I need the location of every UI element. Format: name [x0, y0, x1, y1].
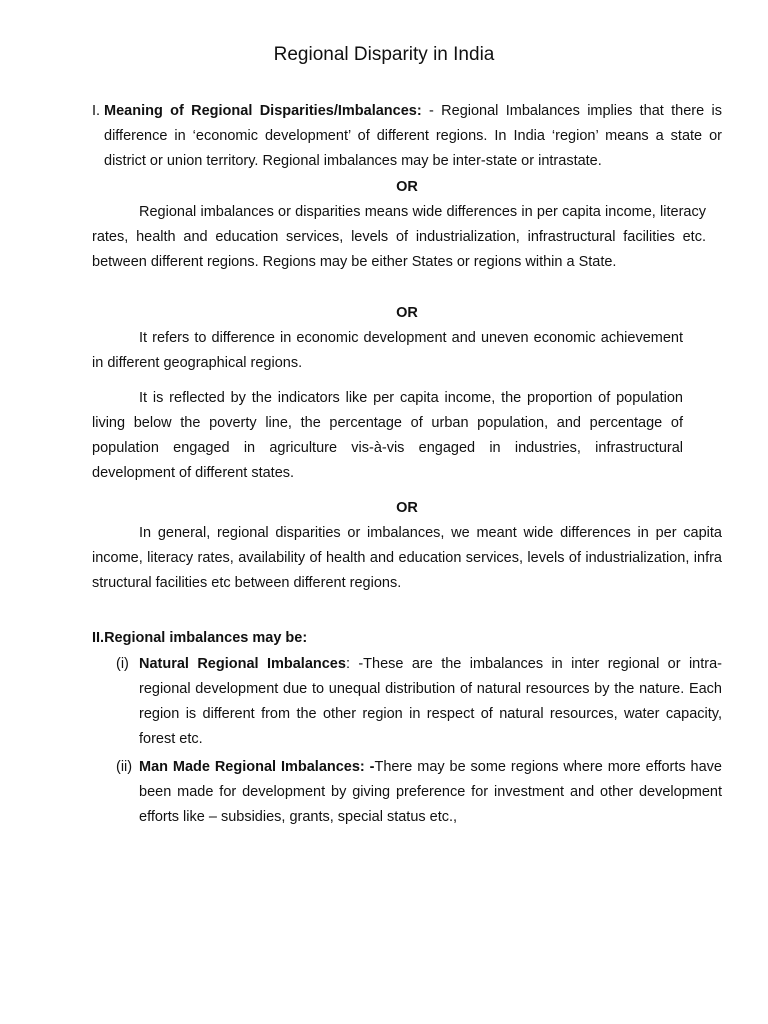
section-1: [92, 99, 722, 174]
list-item-paragraph: [139, 755, 722, 830]
or-separator-2: OR: [396, 305, 418, 321]
page-title: Regional Disparity in India: [273, 44, 495, 65]
paragraph-2: [92, 200, 706, 275]
list-item-heading: Natural Regional Imbalances: [139, 656, 346, 672]
paragraph-5: [92, 521, 722, 596]
list-item: [92, 652, 722, 752]
list-item-text: : -These are the imbalances in inter regional or intra-regional development due to unequal distribution of natural resources by the nature. Each region is different from the other region in respect of natural resources, water capacity, forest etc.: [139, 656, 722, 747]
paragraph-4: [92, 386, 683, 486]
section-1-heading: Meaning of Regional Disparities/Imbalances:: [104, 103, 422, 119]
paragraph-4-text: It is reflected by the indicators like per capita income, the proportion of population living below the poverty line, the percentage of urban population, and percentage of population engaged in agriculture vis-à-vis engaged in industries, infrastructural development of different states.: [92, 390, 683, 481]
section-1-paragraph: [104, 99, 722, 174]
list-item-paragraph: [139, 652, 722, 752]
paragraph-2-text: Regional imbalances or disparities means wide differences in per capita income, literacy rates, health and education services, levels of industrialization, infrastructural facilities etc. between different regions. Regions may be either States or regions within a State.: [92, 204, 706, 270]
list-item-text: There may be some regions where more efforts have been made for development by giving preference for investment and other development efforts like – subsidies, grants, special status etc.,: [139, 759, 722, 825]
or-separator-1: OR: [396, 179, 418, 195]
list-item-marker: (i): [116, 656, 129, 672]
section-1-text: - Regional Imbalances implies that there is difference in ‘economic development’ of different regions. In India ‘region’ means a state or district or union territory. Regional imbalances may be inter-state or intrastate.: [104, 103, 722, 169]
section-2-heading: II.Regional imbalances may be:: [92, 630, 308, 646]
section-1-number: I.: [92, 103, 101, 119]
list-item-heading: Man Made Regional Imbalances: -: [139, 759, 375, 775]
paragraph-3-text: It refers to difference in economic development and uneven economic achievement in different geographical regions.: [92, 330, 683, 371]
list-item-marker: (ii): [116, 759, 133, 775]
or-separator-3: OR: [396, 500, 418, 516]
paragraph-5-text: In general, regional disparities or imbalances, we meant wide differences in per capita income, literacy rates, availability of health and education services, levels of industrialization, infra structural facilities etc between different regions.: [92, 525, 722, 591]
list-item: [92, 755, 722, 830]
paragraph-3: [92, 326, 683, 376]
